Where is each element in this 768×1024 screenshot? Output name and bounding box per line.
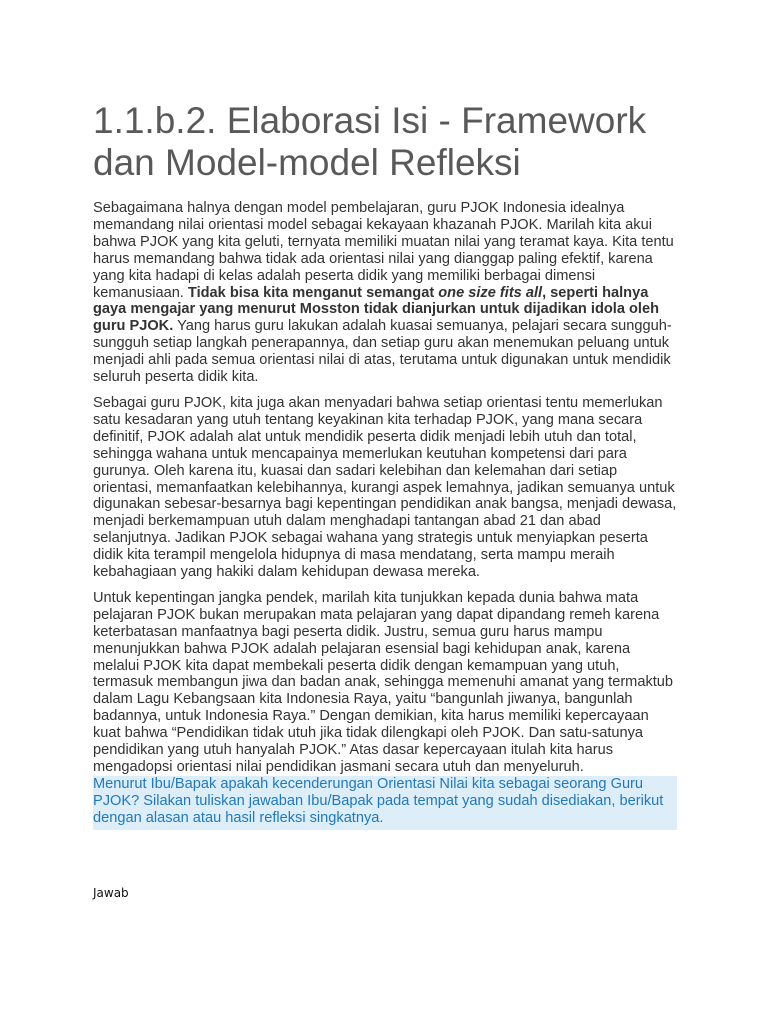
one-size-fits-all-phrase: one size fits all bbox=[438, 284, 543, 301]
paragraph-3: Untuk kepentingan jangka pendek, marilah kita tunjukkan kepada dunia bahwa mata pelajaran PJOK bukan merupakan mata pelajaran yang dapat dipandang remeh karena keterbatasan manfaatnya bagi peserta didik. Justru, semua guru harus mampu menunjukkan bahwa PJOK adalah pelajaran esensial bagi kehidupan anak, karena melalui PJOK kita dapat membekali peserta didik dengan kemampuan yang utuh, termasuk membangun jiwa dan badan anak, sehingga memenuhi amanat yang termaktub dalam Lagu Kebangsaan kita Indonesia Raya, yaitu “bangunlah jiwanya, bangunlah badannya, untuk Indonesia Raya.” Dengan demikian, kita harus memiliki kepercayaan kuat bahwa “Pendidikan tidak utuh jika tidak dilengkapi oleh PJOK. Dan satu-satunya pendidikan yang utuh hanyalah PJOK.” Atas dasar kepercayaan itulah kita harus mengadopsi orientasi nilai pendidikan jasmani secara utuh dan menyeluruh. bbox=[93, 589, 674, 775]
paragraph-2: Sebagai guru PJOK, kita juga akan menyadari bahwa setiap orientasi tentu memerlukan satu kesadaran yang utuh tentang keyakinan kita terhadap PJOK, yang mana secara definitif, PJOK adalah alat untuk mendidik peserta didik menjadi lebih utuh dan total, sehingga wahana untuk mencapainya memerlukan keutuhan kompetensi dari para gurunya. Oleh karena itu, kuasai dan sadari kelebihan dan kelemahan dari setiap orientasi, memanfaatkan kelebihannya, kurangi aspek lemahnya, jadikan semuanya untuk digunakan sebesar-besarnya bagi kepentingan pendidikan anak bangsa, menjadi dewasa, menjadi berkemampuan utuh dalam menghadapi tantangan abad 21 dan abad selanjutnya. Jadikan PJOK sebagai wahana yang strategis untuk menyiapkan peserta didik kita terampil mengelola hidupnya di masa mendatang, serta mampu meraih kebahagiaan yang hakiki dalam kehidupan dewasa mereka. bbox=[93, 394, 677, 581]
paragraph-1-emphasis: Tidak bisa kita menganut semangat one size fits all, seperti halnya gaya mengajar yang menurut Mosston tidak dianjurkan untuk dijadikan idola oleh guru PJOK. bbox=[93, 284, 660, 335]
paragraph-1-intro: Sebagaimana halnya dengan model pembelajaran, guru PJOK Indonesia idealnya memandang nilai orientasi model sebagai kekayaan khazanah PJOK. Marilah kita akui bahwa PJOK yang kita geluti, ternyata memiliki muatan nilai yang teramat kaya. Kita tentu harus memandang bahwa tidak ada orientasi nilai yang dianggap paling efektif, karena yang kita hadapi di kelas adalah peserta didik yang memiliki berbagai dimensi kemanusiaan. bbox=[93, 200, 674, 301]
paragraph-1-conclusion: Yang harus guru lakukan adalah kuasai semuanya, pelajari secara sungguh-sungguh setiap langkah penerapannya, dan setiap guru akan menemukan peluang untuk menjadi ahli pada semua orientasi nilai di atas, terutama untuk digunakan untuk mendidik seluruh peserta didik kita. bbox=[93, 318, 672, 386]
answer-label: Jawab bbox=[93, 886, 129, 900]
reflection-question: Menurut Ibu/Bapak apakah kecenderungan Orientasi Nilai kita sebagai seorang Guru PJOK? Silakan tuliskan jawaban Ibu/Bapak pada tempat yang sudah disediakan, berikut dengan alasan atau hasil refleksi singkatnya. bbox=[93, 776, 677, 830]
page-title: 1.1.b.2. Elaborasi Isi - Framework dan Model-model Refleksi bbox=[93, 100, 647, 183]
document-content bbox=[93, 100, 677, 830]
paragraph-1 bbox=[93, 200, 677, 386]
